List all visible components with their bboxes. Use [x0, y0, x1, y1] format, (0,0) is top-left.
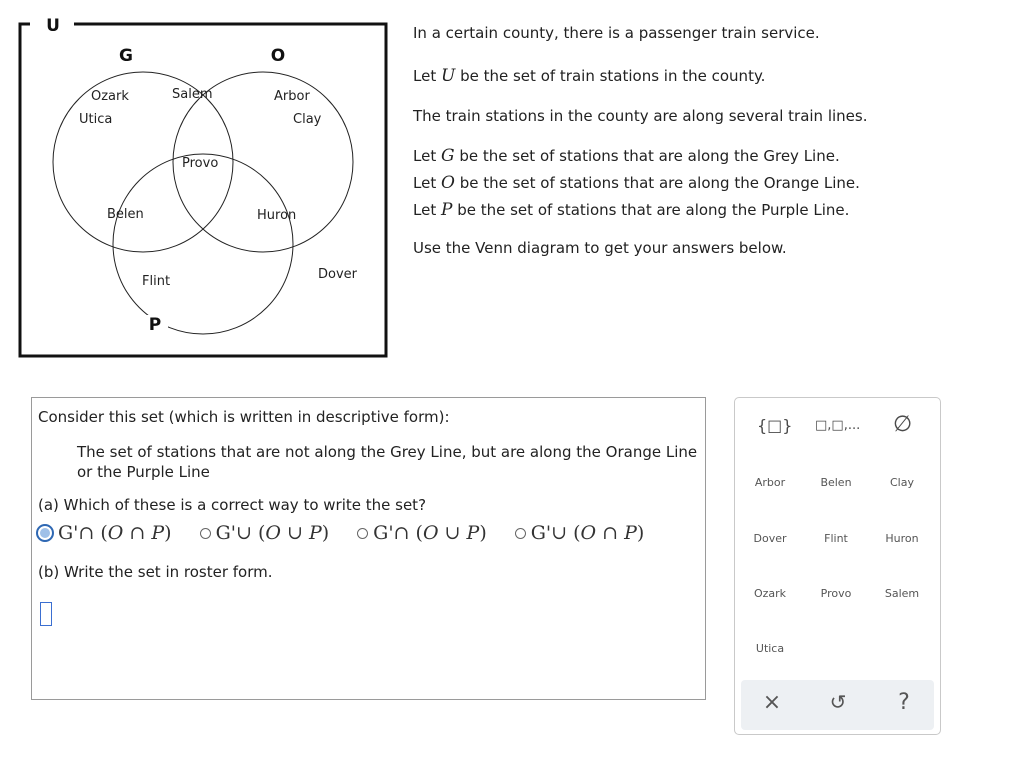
palette-item-huron[interactable]: Huron [885, 532, 919, 545]
roster-answer-input[interactable] [40, 602, 52, 626]
intro-line-5: Let O be the set of stations that are along the Orange Line. [413, 173, 860, 193]
set-description: The set of stations that are not along the Grey Line, but are along the Orange Line or the Purple Line [77, 443, 698, 481]
intro-line-1: In a certain county, there is a passenger train service. [413, 24, 820, 42]
intro-line-3: The train stations in the county are along several train lines. [413, 107, 868, 125]
palette-item-ozark[interactable]: Ozark [753, 587, 787, 600]
universe-rect [20, 24, 386, 356]
palette-item-utica[interactable]: Utica [755, 642, 785, 655]
clear-button[interactable]: × [762, 690, 782, 715]
set-o-label: O [270, 46, 286, 66]
station-salem: Salem [172, 87, 213, 102]
palette-item-dover[interactable]: Dover [753, 532, 787, 545]
choice-3[interactable]: G'∩ (O ∪ P) [357, 522, 487, 544]
station-flint: Flint [142, 274, 171, 289]
palette-item-provo[interactable]: Provo [820, 587, 852, 600]
palette-item-belen[interactable]: Belen [820, 476, 852, 489]
question-panel [31, 397, 706, 700]
intro-line-7: Use the Venn diagram to get your answers below. [413, 239, 787, 257]
set-p-label: P [148, 315, 162, 335]
choice-group [36, 522, 672, 544]
undo-button[interactable]: ↺ [829, 690, 847, 714]
palette-item-arbor[interactable]: Arbor [754, 476, 786, 489]
station-provo: Provo [182, 156, 219, 171]
set-p-circle [113, 154, 293, 334]
palette-action-bar [741, 680, 934, 730]
radio-button[interactable] [200, 528, 211, 539]
intro-line-4: Let G be the set of stations that are along the Grey Line. [413, 146, 840, 166]
station-arbor: Arbor [274, 89, 310, 104]
part-a-label: (a) Which of these is a correct way to write the set? [38, 496, 427, 514]
universe-label: U [46, 18, 60, 36]
choice-1[interactable]: G'∩ (O ∩ P) [36, 522, 172, 544]
set-g-label: G [119, 46, 133, 66]
venn-diagram [18, 18, 388, 360]
radio-button[interactable] [357, 528, 368, 539]
choice-2[interactable]: G'∪ (O ∪ P) [200, 522, 330, 544]
question-prompt: Consider this set (which is written in descriptive form): [38, 408, 450, 426]
palette-item-salem[interactable]: Salem [884, 587, 920, 600]
radio-button[interactable] [515, 528, 526, 539]
palette-item-flint[interactable]: Flint [824, 532, 848, 545]
list-tool-button[interactable]: □,□,... [815, 418, 861, 433]
radio-button-selected[interactable] [36, 524, 54, 542]
intro-line-6: Let P be the set of stations that are along the Purple Line. [413, 200, 850, 220]
station-belen: Belen [107, 207, 144, 222]
intro-line-2: Let U be the set of train stations in the county. [413, 66, 766, 86]
empty-set-button[interactable]: ∅ [893, 412, 913, 437]
palette-item-clay[interactable]: Clay [890, 476, 914, 489]
station-clay: Clay [293, 112, 322, 127]
station-ozark: Ozark [91, 89, 129, 104]
help-button[interactable]: ? [898, 690, 910, 715]
answer-palette [734, 397, 941, 735]
station-dover: Dover [318, 267, 357, 282]
station-utica: Utica [79, 112, 113, 127]
braces-tool-button[interactable]: {□} [757, 416, 793, 435]
part-b-label: (b) Write the set in roster form. [38, 563, 273, 581]
choice-4[interactable]: G'∪ (O ∩ P) [515, 522, 645, 544]
station-huron: Huron [257, 208, 297, 223]
